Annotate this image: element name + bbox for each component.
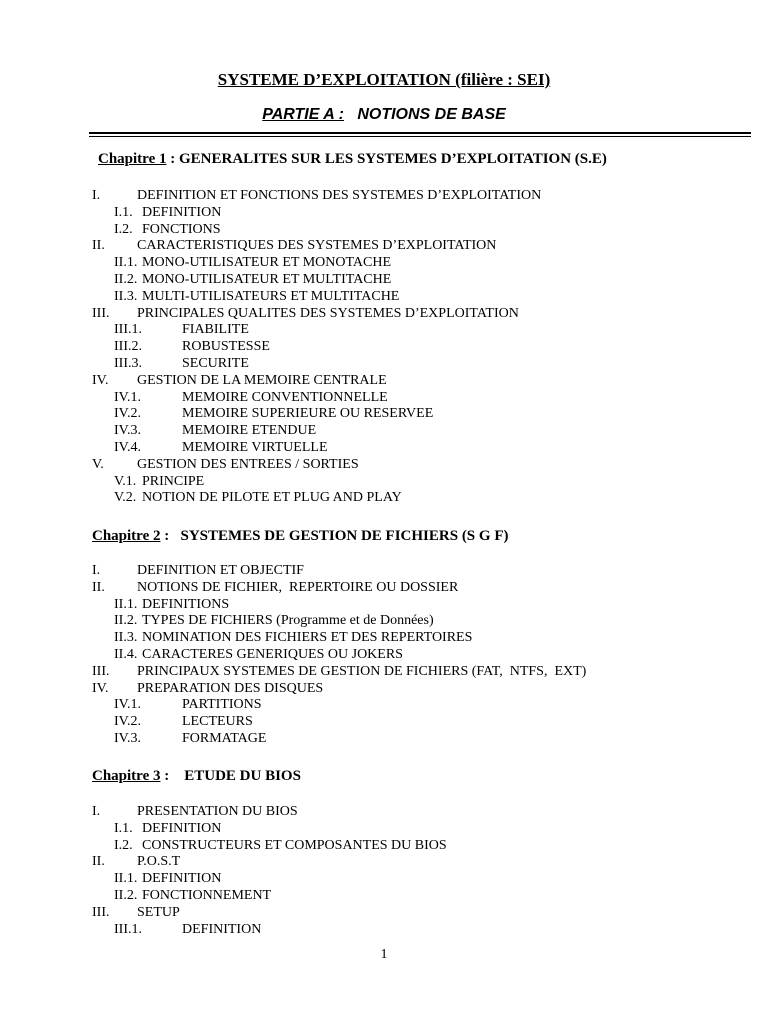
outline-item-number: II.1. [114, 871, 138, 887]
outline-item-number: II.3. [114, 630, 138, 646]
title-divider-thin [89, 136, 751, 137]
outline-item-number: V.2. [114, 490, 137, 506]
chapter-label: Chapitre 3 [92, 768, 161, 784]
outline-item-number: IV.1. [114, 389, 141, 405]
outline-item-number: II.2. [114, 271, 138, 287]
outline-item-text: MONO-UTILISATEUR ET MONOTACHE [142, 255, 392, 271]
outline-item-text: CARACTERISTIQUES DES SYSTEMES D’EXPLOITATION [137, 238, 497, 254]
outline-item-text: MEMOIRE SUPERIEURE OU RESERVEE [182, 406, 434, 422]
chapter-separator: : [160, 768, 185, 784]
outline-item-text: MULTI-UTILISATEURS ET MULTITACHE [142, 288, 400, 304]
chapter-label: Chapitre 1 [98, 151, 167, 167]
outline-item-text: TYPES DE FICHIERS (Programme et de Données) [142, 613, 434, 629]
outline-item-number: III.2. [114, 339, 142, 355]
outline-item-number: V.1. [114, 473, 137, 489]
outline-item-number: III.1. [114, 322, 142, 338]
outline-item-number: IV.3. [114, 423, 141, 439]
chapter-title: SYSTEMES DE GESTION DE FICHIERS (S G F) [180, 528, 509, 544]
outline-item-number: III. [92, 663, 110, 679]
outline-item-number: III.3. [114, 355, 142, 371]
chapter-2-heading [92, 528, 508, 545]
outline-item-number: I.2. [114, 221, 133, 237]
outline-item-text: MEMOIRE ETENDUE [182, 423, 317, 439]
outline-item-number: I.2. [114, 837, 133, 853]
outline-item-number: III.1. [114, 921, 142, 937]
outline-item-number: V. [92, 456, 104, 472]
outline-item-text: SETUP [137, 904, 180, 920]
outline-item-number: I.1. [114, 820, 133, 836]
outline-item-text: PARTITIONS [182, 697, 262, 713]
outline-item-text: CONSTRUCTEURS ET COMPOSANTES DU BIOS [142, 837, 447, 853]
outline-item-text: MEMOIRE CONVENTIONNELLE [182, 389, 388, 405]
outline-item-text: NOTION DE PILOTE ET PLUG AND PLAY [142, 490, 402, 506]
outline-item-text: ROBUSTESSE [182, 339, 270, 355]
outline-item-number: I. [92, 804, 101, 819]
chapter-title: ETUDE DU BIOS [184, 768, 301, 784]
outline-item-text: PRESENTATION DU BIOS [137, 804, 298, 819]
outline-item-number: I. [92, 188, 101, 203]
chapter-label: Chapitre 2 [92, 528, 161, 544]
outline-item-number: II.2. [114, 613, 138, 629]
outline-item-text: FORMATAGE [182, 730, 267, 746]
outline-item-text: DEFINITIONS [142, 596, 230, 612]
outline-item-number: II. [92, 238, 105, 254]
outline-item-number: IV.1. [114, 697, 141, 713]
outline-item-text: PRINCIPAUX SYSTEMES DE GESTION DE FICHIERS (FAT, NTFS, EXT) [137, 663, 587, 679]
chapter-separator: : [166, 151, 179, 167]
outline-item-text: NOMINATION DES FICHIERS ET DES REPERTOIRES [142, 630, 473, 646]
outline-item-number: IV.4. [114, 439, 141, 455]
document-title: SYSTEME D’EXPLOITATION (filière : SEI) [217, 70, 551, 89]
outline-item-text: DEFINITION [142, 820, 222, 836]
outline-item-text: DEFINITION [142, 204, 222, 220]
outline-item-number: II. [92, 854, 105, 870]
outline-item-text: DEFINITION [142, 871, 222, 887]
document-subtitle [0, 106, 768, 124]
outline-item-text: MEMOIRE VIRTUELLE [182, 439, 328, 455]
page-number: 1 [380, 947, 388, 962]
outline-item-number: I. [92, 563, 101, 578]
outline-item-text: GESTION DE LA MEMOIRE CENTRALE [137, 372, 387, 388]
outline-item-text: FONCTIONS [142, 221, 221, 237]
outline-item-text: DEFINITION ET OBJECTIF [137, 563, 304, 578]
outline-item-text: MONO-UTILISATEUR ET MULTITACHE [142, 271, 392, 287]
subtitle-label: PARTIE A : [262, 106, 344, 123]
outline-item-text: PRINCIPALES QUALITES DES SYSTEMES D’EXPLOITATION [137, 305, 519, 321]
outline-item-text: FONCTIONNEMENT [142, 887, 272, 903]
outline-item-number: II.1. [114, 596, 138, 612]
outline-item-number: IV.3. [114, 730, 141, 746]
outline-item-number: IV.2. [114, 714, 141, 730]
outline-item-number: IV. [92, 372, 109, 388]
outline-item-number: III. [92, 305, 110, 321]
outline-item-number: II.3. [114, 288, 138, 304]
outline-item-text: PREPARATION DES DISQUES [137, 680, 324, 696]
chapter-3-heading [92, 768, 301, 785]
outline-item-text: P.O.S.T [137, 854, 181, 870]
subtitle-text: NOTIONS DE BASE [357, 106, 506, 123]
outline-item-text: PRINCIPE [142, 473, 205, 489]
chapter-title: GENERALITES SUR LES SYSTEMES D’EXPLOITATION (S.E) [178, 151, 607, 167]
outline-item-text: SECURITE [182, 355, 249, 371]
outline-item-number: II.2. [114, 887, 138, 903]
outline-item-number: II.4. [114, 646, 138, 662]
outline-item-number: III. [92, 904, 110, 920]
outline-item-text: FIABILITE [182, 322, 249, 338]
outline-item-text: LECTEURS [182, 714, 253, 730]
outline-item-number: IV. [92, 680, 109, 696]
outline-item-text: NOTIONS DE FICHIER, REPERTOIRE OU DOSSIER [137, 579, 459, 595]
outline-item-number: I.1. [114, 204, 133, 220]
title-divider-thick [89, 132, 751, 134]
outline-item-number: IV.2. [114, 406, 141, 422]
outline-item-text: CARACTERES GENERIQUES OU JOKERS [142, 646, 403, 662]
outline-item-number: II. [92, 579, 105, 595]
outline-item-text: GESTION DES ENTREES / SORTIES [137, 456, 359, 472]
outline-item-number: II.1. [114, 255, 138, 271]
chapter-separator: : [160, 528, 181, 544]
chapter-1-heading [98, 151, 607, 168]
outline-item-text: DEFINITION [182, 921, 262, 937]
outline-item-text: DEFINITION ET FONCTIONS DES SYSTEMES D’EXPLOITATION [137, 188, 542, 203]
